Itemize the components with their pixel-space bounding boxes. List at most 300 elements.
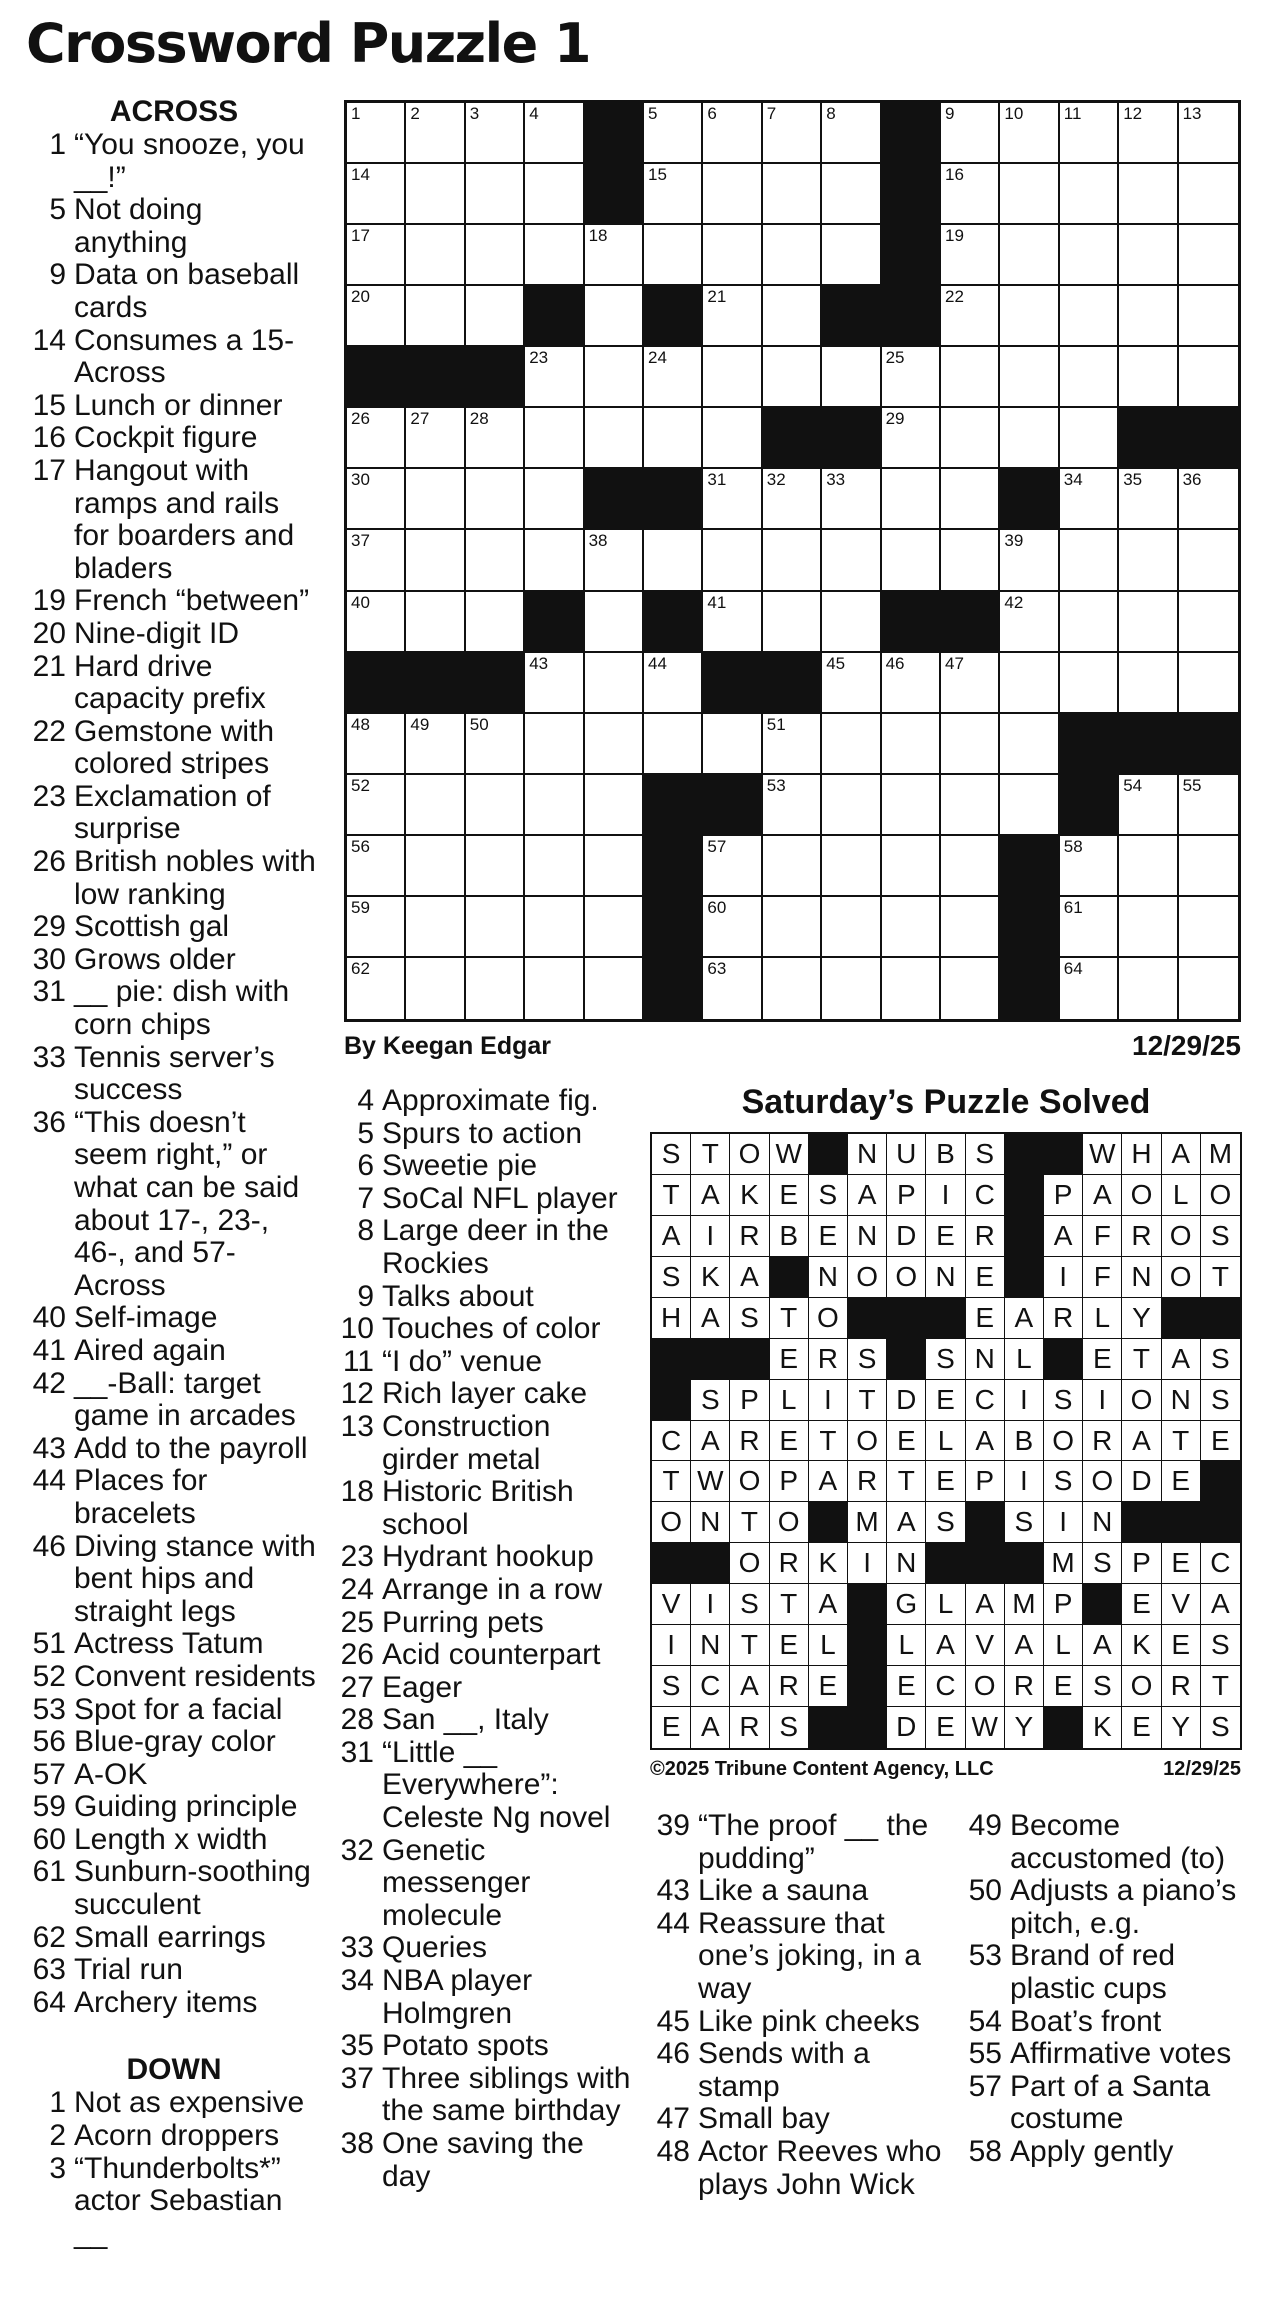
grid-cell[interactable]	[1179, 897, 1238, 958]
grid-cell[interactable]	[466, 225, 525, 286]
grid-cell[interactable]	[1119, 836, 1178, 897]
grid-cell[interactable]	[1060, 103, 1119, 164]
grid-cell[interactable]	[822, 469, 881, 530]
solution-cell: F	[1083, 1257, 1122, 1298]
grid-cell[interactable]	[1000, 592, 1059, 653]
grid-cell[interactable]	[763, 897, 822, 958]
grid-cell[interactable]	[1119, 897, 1178, 958]
black-square	[585, 469, 644, 530]
cell-number: 13	[1182, 104, 1202, 123]
grid-cell[interactable]	[822, 530, 881, 591]
clue	[26, 1856, 322, 1921]
grid-cell[interactable]	[347, 714, 406, 775]
grid-cell[interactable]	[882, 469, 941, 530]
grid-cell[interactable]	[822, 897, 881, 958]
grid-cell[interactable]	[703, 897, 762, 958]
grid-cell[interactable]	[763, 469, 822, 530]
grid-cell[interactable]	[882, 408, 941, 469]
solution-cell: O	[1083, 1461, 1122, 1502]
grid-cell[interactable]	[347, 836, 406, 897]
solution-black-square	[966, 1543, 1005, 1584]
grid-cell[interactable]	[1119, 530, 1178, 591]
grid-cell[interactable]	[703, 103, 762, 164]
grid-cell[interactable]	[1119, 958, 1178, 1019]
solution-cell: R	[730, 1707, 769, 1748]
grid-cell[interactable]	[585, 530, 644, 591]
grid-cell[interactable]	[763, 592, 822, 653]
grid-cell[interactable]	[466, 897, 525, 958]
solution-cell: I	[1083, 1380, 1122, 1421]
grid-cell[interactable]	[1119, 592, 1178, 653]
clue-number: 54	[968, 2004, 1002, 2038]
solution-cell: S	[926, 1502, 965, 1543]
grid-cell[interactable]	[585, 836, 644, 897]
solution-cell: C	[691, 1666, 730, 1707]
clue-text: “Little __ Everywhere”: Celeste Ng novel	[382, 1735, 611, 1835]
clue-text: Like a sauna	[698, 1874, 869, 1908]
grid-cell[interactable]	[347, 592, 406, 653]
solution-cell: R	[1005, 1666, 1044, 1707]
clue-text: NBA player Holmgren	[382, 1964, 533, 2030]
grid-cell[interactable]	[406, 286, 465, 347]
grid-cell[interactable]	[466, 530, 525, 591]
solution-cell: L	[887, 1625, 926, 1666]
grid-cell[interactable]	[763, 775, 822, 836]
solution-black-square	[1005, 1257, 1044, 1298]
solution-cell: A	[809, 1584, 848, 1625]
grid-cell[interactable]	[941, 286, 1000, 347]
grid-cell[interactable]	[1119, 225, 1178, 286]
clue	[26, 1465, 322, 1530]
grid-cell[interactable]	[644, 347, 703, 408]
grid-cell[interactable]	[1119, 103, 1178, 164]
grid-cell[interactable]	[347, 408, 406, 469]
grid-cell[interactable]	[1000, 653, 1059, 714]
solution-black-square	[848, 1666, 887, 1707]
grid-cell[interactable]	[1060, 164, 1119, 225]
grid-cell[interactable]	[466, 714, 525, 775]
grid-cell[interactable]	[644, 164, 703, 225]
solution-cell: K	[730, 1175, 769, 1216]
solution-cell: S	[1201, 1625, 1240, 1666]
clue	[334, 1346, 634, 1379]
clue-text: Construction girder metal	[382, 1409, 551, 1476]
solution-cell: E	[770, 1339, 809, 1380]
cell-number: 64	[1063, 958, 1083, 978]
solution-cell: A	[1005, 1625, 1044, 1666]
grid-cell[interactable]	[525, 836, 584, 897]
solution-cell: I	[848, 1543, 887, 1584]
grid-cell[interactable]	[466, 592, 525, 653]
clue-number: 63	[32, 1953, 66, 1987]
grid-cell[interactable]	[525, 530, 584, 591]
grid-cell[interactable]	[525, 714, 584, 775]
grid-cell[interactable]	[941, 530, 1000, 591]
grid-cell[interactable]	[406, 592, 465, 653]
clue-text: Convent residents	[74, 1659, 316, 1693]
grid-cell[interactable]	[763, 836, 822, 897]
grid-cell[interactable]	[822, 592, 881, 653]
grid-cell[interactable]	[941, 836, 1000, 897]
grid-cell[interactable]	[1179, 775, 1238, 836]
clue-text: Boat’s front	[1010, 2004, 1162, 2038]
grid-cell[interactable]	[882, 347, 941, 408]
grid-cell[interactable]	[1179, 347, 1238, 408]
solution-cell: M	[848, 1502, 887, 1543]
grid-cell[interactable]	[406, 225, 465, 286]
grid-cell[interactable]	[466, 775, 525, 836]
grid-cell[interactable]	[703, 347, 762, 408]
grid-cell[interactable]	[525, 103, 584, 164]
grid-cell[interactable]	[1179, 836, 1238, 897]
grid-cell[interactable]	[822, 164, 881, 225]
solution-black-square	[926, 1298, 965, 1339]
grid-cell[interactable]	[941, 225, 1000, 286]
clue-text: French “between”	[74, 584, 310, 618]
grid-cell[interactable]	[1119, 347, 1178, 408]
solution-cell: N	[809, 1257, 848, 1298]
grid-cell[interactable]	[882, 897, 941, 958]
grid-cell[interactable]	[822, 958, 881, 1019]
grid-cell[interactable]	[763, 958, 822, 1019]
grid-cell[interactable]	[1000, 530, 1059, 591]
grid-cell[interactable]	[644, 103, 703, 164]
grid-cell[interactable]	[763, 103, 822, 164]
grid-cell[interactable]	[822, 836, 881, 897]
grid-cell[interactable]	[882, 836, 941, 897]
solution-grid	[650, 1132, 1242, 1750]
grid-cell[interactable]	[406, 469, 465, 530]
grid-cell[interactable]	[1179, 286, 1238, 347]
grid-cell[interactable]	[1000, 286, 1059, 347]
clue	[334, 1411, 634, 1476]
clue	[648, 1875, 948, 1908]
grid-cell[interactable]	[703, 714, 762, 775]
grid-cell[interactable]	[1060, 286, 1119, 347]
clue-number: 58	[968, 2134, 1002, 2168]
grid-cell[interactable]	[525, 408, 584, 469]
grid-cell[interactable]	[1060, 408, 1119, 469]
cell-number: 55	[1182, 775, 1202, 795]
grid-cell[interactable]	[763, 530, 822, 591]
grid-cell[interactable]	[703, 469, 762, 530]
grid-cell[interactable]	[1179, 469, 1238, 530]
grid-cell[interactable]	[763, 225, 822, 286]
cell-number: 56	[351, 836, 370, 856]
clue-text: Spurs to action	[382, 1116, 583, 1150]
grid-cell[interactable]	[347, 164, 406, 225]
grid-cell[interactable]	[1179, 530, 1238, 591]
grid-cell[interactable]	[1179, 653, 1238, 714]
grid-cell[interactable]	[941, 103, 1000, 164]
grid-cell[interactable]	[1000, 164, 1059, 225]
grid-cell[interactable]	[1179, 164, 1238, 225]
solution-cell: N	[926, 1257, 965, 1298]
grid-cell[interactable]	[644, 530, 703, 591]
grid-cell[interactable]	[1060, 836, 1119, 897]
grid-cell[interactable]	[347, 775, 406, 836]
solution-cell: R	[1044, 1298, 1083, 1339]
grid-cell[interactable]	[585, 286, 644, 347]
grid-cell[interactable]	[347, 530, 406, 591]
black-square	[882, 164, 941, 225]
clue-text: British nobles with low ranking	[74, 845, 316, 911]
grid-cell[interactable]	[466, 164, 525, 225]
cell-number: 5	[648, 104, 658, 123]
grid-cell[interactable]	[1119, 469, 1178, 530]
grid-cell[interactable]	[347, 286, 406, 347]
grid-cell[interactable]	[703, 836, 762, 897]
grid-cell[interactable]	[763, 347, 822, 408]
solution-black-square	[1044, 1707, 1083, 1748]
grid-cell[interactable]	[585, 775, 644, 836]
grid-cell[interactable]	[585, 225, 644, 286]
grid-cell[interactable]	[525, 469, 584, 530]
grid-cell[interactable]	[822, 347, 881, 408]
clue	[334, 1150, 634, 1183]
grid-cell[interactable]	[763, 286, 822, 347]
solution-cell: P	[1122, 1543, 1161, 1584]
grid-cell[interactable]	[466, 469, 525, 530]
grid-cell[interactable]	[347, 958, 406, 1019]
grid-cell[interactable]	[585, 653, 644, 714]
grid-cell[interactable]	[525, 164, 584, 225]
grid-cell[interactable]	[644, 653, 703, 714]
clue-text: Hangout with ramps and rails for boarders and bladers	[74, 453, 295, 585]
grid-cell[interactable]	[1000, 347, 1059, 408]
grid-cell[interactable]	[763, 714, 822, 775]
grid-cell[interactable]	[1179, 225, 1238, 286]
grid-cell[interactable]	[466, 408, 525, 469]
grid-cell[interactable]	[585, 714, 644, 775]
clue	[26, 1661, 322, 1694]
grid-cell[interactable]	[703, 958, 762, 1019]
clue-text: Hydrant hookup	[382, 1540, 594, 1574]
grid-cell[interactable]	[1000, 408, 1059, 469]
solution-black-square	[1122, 1502, 1161, 1543]
black-square	[644, 775, 703, 836]
solution-cell: K	[809, 1543, 848, 1584]
crossword-grid	[344, 100, 1241, 1022]
grid-cell[interactable]	[941, 469, 1000, 530]
grid-cell[interactable]	[585, 408, 644, 469]
solution-black-square	[809, 1707, 848, 1748]
cell-number: 23	[529, 348, 549, 368]
solution-cell: H	[1122, 1134, 1161, 1175]
grid-cell[interactable]	[882, 775, 941, 836]
grid-cell[interactable]	[466, 103, 525, 164]
grid-cell[interactable]	[1119, 775, 1178, 836]
grid-cell[interactable]	[525, 775, 584, 836]
solution-cell: L	[1005, 1339, 1044, 1380]
clue-number: 45	[656, 2004, 690, 2038]
grid-cell[interactable]	[1060, 530, 1119, 591]
grid-cell[interactable]	[406, 836, 465, 897]
solution-cell: D	[887, 1216, 926, 1257]
grid-cell[interactable]	[347, 225, 406, 286]
grid-cell[interactable]	[1119, 653, 1178, 714]
grid-cell[interactable]	[525, 958, 584, 1019]
grid-cell[interactable]	[1000, 103, 1059, 164]
grid-cell[interactable]	[1119, 164, 1178, 225]
clue-number: 44	[656, 1906, 690, 1940]
solution-cell: R	[1162, 1666, 1201, 1707]
grid-cell[interactable]	[406, 103, 465, 164]
grid-cell[interactable]	[1179, 103, 1238, 164]
solution-cell: T	[652, 1175, 691, 1216]
black-square	[882, 225, 941, 286]
clue-number: 59	[32, 1790, 66, 1824]
cell-number: 60	[707, 897, 727, 917]
clue-column-3	[648, 1810, 948, 2201]
grid-cell[interactable]	[406, 897, 465, 958]
clue	[334, 1607, 634, 1640]
clue-text: Large deer in the Rockies	[382, 1214, 609, 1280]
grid-cell[interactable]	[1119, 286, 1178, 347]
solution-cell: V	[1162, 1584, 1201, 1625]
grid-cell[interactable]	[406, 775, 465, 836]
clue	[648, 1810, 948, 1875]
solution-cell: O	[809, 1298, 848, 1339]
grid-cell[interactable]	[1060, 592, 1119, 653]
grid-cell[interactable]	[882, 714, 941, 775]
solution-cell: C	[966, 1380, 1005, 1421]
grid-cell[interactable]	[822, 714, 881, 775]
grid-cell[interactable]	[703, 530, 762, 591]
grid-cell[interactable]	[703, 286, 762, 347]
grid-cell[interactable]	[703, 164, 762, 225]
black-square	[644, 897, 703, 958]
grid-cell[interactable]	[1179, 958, 1238, 1019]
solution-cell: R	[809, 1339, 848, 1380]
grid-cell[interactable]	[941, 775, 1000, 836]
solution-cell: N	[887, 1543, 926, 1584]
grid-cell[interactable]	[882, 530, 941, 591]
grid-cell[interactable]	[941, 347, 1000, 408]
solution-cell: B	[1005, 1421, 1044, 1462]
grid-cell[interactable]	[941, 897, 1000, 958]
grid-cell[interactable]	[1060, 897, 1119, 958]
grid-cell[interactable]	[703, 592, 762, 653]
cell-number: 59	[351, 897, 370, 917]
clue-number: 32	[340, 1833, 374, 1867]
grid-cell[interactable]	[644, 714, 703, 775]
clue-number: 22	[32, 714, 66, 748]
solution-cell: N	[691, 1502, 730, 1543]
grid-cell[interactable]	[585, 958, 644, 1019]
grid-cell[interactable]	[585, 897, 644, 958]
clue-text: Affirmative votes	[1010, 2037, 1232, 2071]
grid-cell[interactable]	[466, 958, 525, 1019]
grid-cell[interactable]	[525, 653, 584, 714]
grid-cell[interactable]	[941, 958, 1000, 1019]
grid-cell[interactable]	[406, 958, 465, 1019]
grid-cell[interactable]	[644, 408, 703, 469]
black-square	[347, 653, 406, 714]
grid-cell[interactable]	[882, 653, 941, 714]
clue-text: Reassure that one’s joking, in a way	[698, 1906, 921, 2005]
grid-cell[interactable]	[703, 408, 762, 469]
grid-cell[interactable]	[406, 530, 465, 591]
solution-cell: A	[730, 1666, 769, 1707]
grid-cell[interactable]	[466, 286, 525, 347]
grid-cell[interactable]	[347, 103, 406, 164]
clue	[334, 1215, 634, 1280]
solution-black-square	[1162, 1502, 1201, 1543]
grid-cell[interactable]	[525, 225, 584, 286]
solution-cell: K	[691, 1257, 730, 1298]
grid-cell[interactable]	[1000, 775, 1059, 836]
grid-cell[interactable]	[1060, 653, 1119, 714]
grid-cell[interactable]	[585, 592, 644, 653]
grid-cell[interactable]	[347, 469, 406, 530]
clue	[26, 1042, 322, 1107]
grid-cell[interactable]	[1060, 225, 1119, 286]
down-clue-list	[648, 1810, 948, 2201]
grid-cell[interactable]	[822, 653, 881, 714]
grid-cell[interactable]	[1060, 469, 1119, 530]
grid-cell[interactable]	[585, 347, 644, 408]
grid-cell[interactable]	[882, 958, 941, 1019]
grid-cell[interactable]	[941, 164, 1000, 225]
clue	[26, 1726, 322, 1759]
grid-cell[interactable]	[822, 225, 881, 286]
solution-cell: D	[887, 1380, 926, 1421]
cell-number: 46	[885, 653, 905, 673]
grid-cell[interactable]	[1000, 225, 1059, 286]
clue-text: Eager	[382, 1670, 463, 1704]
grid-cell[interactable]	[1179, 592, 1238, 653]
solution-cell: R	[730, 1216, 769, 1257]
solution-cell: I	[691, 1584, 730, 1625]
clue-text: “Thunderbolts*” actor Sebastian __	[74, 2151, 283, 2250]
grid-cell[interactable]	[822, 775, 881, 836]
grid-cell[interactable]	[466, 836, 525, 897]
clue-text: Archery items	[74, 1985, 258, 2019]
solution-cell: E	[1162, 1461, 1201, 1502]
grid-cell[interactable]	[644, 225, 703, 286]
grid-cell[interactable]	[525, 897, 584, 958]
grid-cell[interactable]	[347, 897, 406, 958]
grid-cell[interactable]	[763, 164, 822, 225]
grid-cell[interactable]	[941, 714, 1000, 775]
clue-number: 1	[49, 2086, 66, 2120]
grid-cell[interactable]	[406, 164, 465, 225]
grid-cell[interactable]	[1060, 958, 1119, 1019]
clue-number: 21	[32, 649, 66, 683]
grid-cell[interactable]	[703, 225, 762, 286]
solution-cell: S	[652, 1134, 691, 1175]
clue	[26, 1922, 322, 1955]
solution-cell: E	[652, 1707, 691, 1748]
solution-cell: A	[1083, 1175, 1122, 1216]
clue-number: 23	[340, 1540, 374, 1574]
solution-cell: I	[691, 1216, 730, 1257]
grid-cell[interactable]	[822, 103, 881, 164]
grid-cell[interactable]	[941, 653, 1000, 714]
grid-cell[interactable]	[1060, 347, 1119, 408]
grid-cell[interactable]	[1000, 714, 1059, 775]
grid-cell[interactable]	[406, 714, 465, 775]
black-square	[1119, 408, 1178, 469]
grid-cell[interactable]	[406, 408, 465, 469]
clue-text: Add to the payroll	[74, 1431, 308, 1465]
grid-cell[interactable]	[525, 347, 584, 408]
black-square	[703, 653, 762, 714]
byline: By Keegan Edgar	[344, 1032, 552, 1060]
clue	[26, 1107, 322, 1303]
grid-cell[interactable]	[941, 408, 1000, 469]
